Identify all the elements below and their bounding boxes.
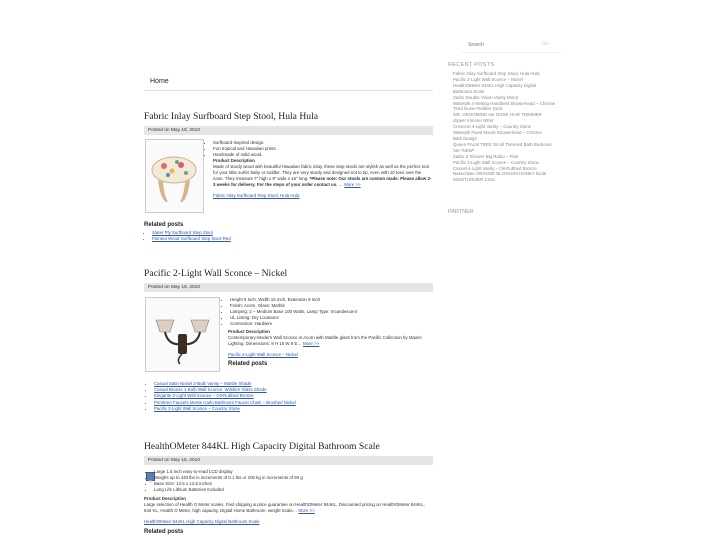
partner-heading: PARTNER (448, 209, 474, 215)
recent-posts-heading: RECENT POSTS (448, 62, 495, 68)
related-post-link[interactable]: • Elegante 2-Light Wall Sconce – Oil-Rubbed Bronze (154, 393, 441, 399)
related-posts-list (144, 230, 433, 242)
recent-post-link[interactable]: Waterpik 4-Setting Handheld Showerhead – Chrome (453, 100, 556, 106)
feature-item: • Weighs up to 440 lbs in increments of 0.1 lbs or 200 kg in increments of 50 g (154, 475, 433, 481)
related-posts-list (146, 381, 441, 412)
feature-item: • Fun tropical and Hawaiian prints. (213, 146, 432, 152)
product-link[interactable]: Pacific 2-Light Wall Sconce – Nickel (228, 352, 298, 357)
feature-item: • UL Listing: Dry Locations (230, 315, 433, 321)
recent-post-link[interactable]: clipper trimmer NEW (453, 118, 494, 124)
post-title[interactable]: Pacific 2-Light Wall Sconce – Nickel (144, 268, 288, 279)
recent-post-link[interactable]: HealthOMeter 844KL High Capacity Digital (453, 82, 537, 88)
recent-post-link[interactable]: Zadro Double Vision Vanity Mirror (453, 94, 519, 100)
product-description-heading: Product Description (228, 329, 270, 334)
recent-post-link[interactable]: Set *NEW* (453, 147, 475, 153)
post-meta: Posted on May 19, 2010 (144, 283, 433, 292)
post-title[interactable]: HealthOMeter 844KL High Capacity Digital Bathroom Scale (144, 441, 380, 452)
post-article (144, 441, 433, 465)
recent-post-link[interactable]: Bath Design (453, 135, 477, 141)
search-input[interactable] (466, 41, 540, 49)
feature-item: • Base Size: 12.5 x 12.5 inches (154, 481, 433, 487)
more-link[interactable]: More >> (298, 508, 315, 513)
wall-sconce-image (146, 298, 219, 371)
post-meta: Posted on May 15, 2010 (144, 456, 433, 465)
recent-posts-list (447, 71, 572, 183)
feature-item: • Long Life Lithium Batteries Included (154, 487, 433, 493)
nav-home-link[interactable]: Home (150, 78, 169, 85)
recent-post-link[interactable]: MR. GROOMING ear NOSE HAIR TRIMMER (453, 112, 542, 118)
post-article (144, 111, 433, 135)
product-description-heading: Product Description (144, 496, 186, 501)
recent-post-link[interactable]: Fabric Inlay Surfboard Step Stool, Hula Hula (453, 71, 540, 76)
related-posts (144, 222, 433, 242)
feature-list (206, 140, 432, 158)
related-post-link[interactable]: • Painted Wood Surfboard Step Stool Red (152, 236, 433, 242)
product-description: Made of sturdy wood with beautiful Hawaiian fabric inlay, these step stools are stylish as well as the perfect tool for your little surfer baby or toddler. They are very sturdy and designed not to tip, even with 10 toes over the nose. They measure 7" high x 9" wide x 16" long. (213, 164, 429, 181)
post-meta: Posted on May 18, 2010 (144, 126, 433, 135)
related-post-link[interactable]: • Pembree Faucets Monte Carlo Bathroom Faucet Chain – Brushed Nickel (154, 400, 441, 406)
product-thumbnail[interactable] (145, 139, 204, 213)
product-description-note: *Please note: Our stools are custom made. Please allow 2-3 weeks for delivery. For the steps of your order contact us. (213, 176, 432, 187)
recent-post-link[interactable]: Waterpik Fixed Mount Showerhead – Chrome (453, 130, 542, 136)
feature-item: • Surfboard-inspired design. (213, 140, 432, 146)
recent-post-link[interactable]: Casual 4-Light Vanity – Oil-Rubbed Bronze (453, 165, 537, 171)
product-link[interactable]: Fabric Inlay Surfboard Step Stool, Hula Hula (213, 193, 300, 198)
more-link[interactable]: More >> (302, 341, 320, 346)
related-post-link[interactable]: • Pacific 2-Light Wall Sconce – Country Stone (154, 406, 441, 412)
product-description: Contemporary-Modern Wall Sconce in Acorn with Marble glass from the Pacific Collection by Maxim Lighting. Dimensions: 9 H 16 W 9 E… (228, 335, 422, 346)
feature-list (223, 297, 433, 327)
search-go-button[interactable]: Go (542, 41, 549, 47)
post-article (144, 268, 433, 292)
recent-post-link[interactable]: MOISTURIZER 2.5oz (453, 177, 496, 183)
post-content (223, 297, 433, 367)
recent-post-link[interactable]: Tired Nurse Rubber Duck (453, 106, 503, 112)
related-post-link[interactable]: • Casual Satin Nickel 2-Bulb Vanity – Marble Shade (154, 381, 441, 387)
search-box (462, 38, 562, 53)
feature-item: • Height 9 Inch, Width 16 Inch, Extension 9 Inch (230, 297, 433, 303)
feature-item: • Handmade of solid wood. (213, 152, 432, 158)
product-link[interactable]: HealthOMeter 844KL High Capacity Digital Bathroom Scale (144, 519, 260, 524)
recent-post-link[interactable]: Pacific 2-Light Wall Sconce – Nickel (453, 76, 523, 82)
recent-post-link[interactable]: Pacific 3-Light Wall Sconce – Country Stone (453, 159, 539, 165)
product-description-heading: Product Description (213, 158, 255, 163)
recent-post-link[interactable]: Zadro Z Shower Big Radio – Pink (453, 153, 519, 159)
step-stool-image (146, 140, 203, 212)
main-nav (144, 74, 433, 91)
post-content: • Surfboard-inspired design. • Fun tropical and Hawaiian prints. • Handmade of solid wood. Product Description Made of sturdy wood with beautiful Hawaiian fabric inlay, these step stools are stylish as well as the perfect tool for your little surfer baby or toddler. They are very sturdy and designed not to tip, even with 10 toes over the nose. They measure 7" high x 9" wide x 16" long. *Please note: Our stools are custom made. Please allow 2-3 weeks for delivery. For the steps of your order contact us. … More >> Fabric Inlay Surfboard Step Stool, Hula Hula (206, 140, 432, 199)
recent-post-link[interactable]: Crescent 4-Light Vanity – Country Stone (453, 124, 532, 130)
recent-post-link[interactable]: Naked Bee ORANGE BLOSSOM HONEY facial (453, 171, 547, 177)
related-posts-heading: Related posts (144, 222, 184, 228)
feature-item: • Large 1.5 inch easy-to-read LCD display (154, 469, 433, 475)
sidebar (447, 62, 572, 183)
related-post-link[interactable]: • Casual Bronze 1-Bulb Wall Sconce: Wilshire Glass Shade (154, 387, 441, 393)
more-link[interactable]: More >> (344, 182, 361, 187)
post-title[interactable]: Fabric Inlay Surfboard Step Stool, Hula Hula (144, 111, 318, 122)
post-content (144, 469, 433, 535)
recent-post-link[interactable]: Queen PALM TREE Scroll Trimmed Bath Bedroom (453, 141, 552, 147)
recent-post-link[interactable]: Bathroom Scale (453, 88, 485, 94)
feature-item: • Lamping: 2 – Medium Base 100 Watts, Lamp Type: Incandescent (230, 309, 433, 315)
product-description: Large selection of Health O Meter scales. Fast shipping & price guarantee on HealthOMeter 844KL. Discounted pricing on HealthOMeter 844KL, 844 KL, Health O Meter, high capacity, Digital Home Bathroom, weight Scale… (144, 502, 425, 513)
product-thumbnail[interactable] (145, 297, 220, 372)
feature-item: • Connection: Hardwire (230, 321, 433, 327)
related-posts-heading: Related posts (144, 529, 184, 535)
feature-list (144, 469, 433, 493)
related-posts-heading: Related posts (228, 361, 268, 367)
feature-item: • Finish: Acorn, Glass: Marble (230, 303, 433, 309)
related-post-link[interactable]: • Slater Ply Surfboard Step Stool (152, 230, 433, 236)
